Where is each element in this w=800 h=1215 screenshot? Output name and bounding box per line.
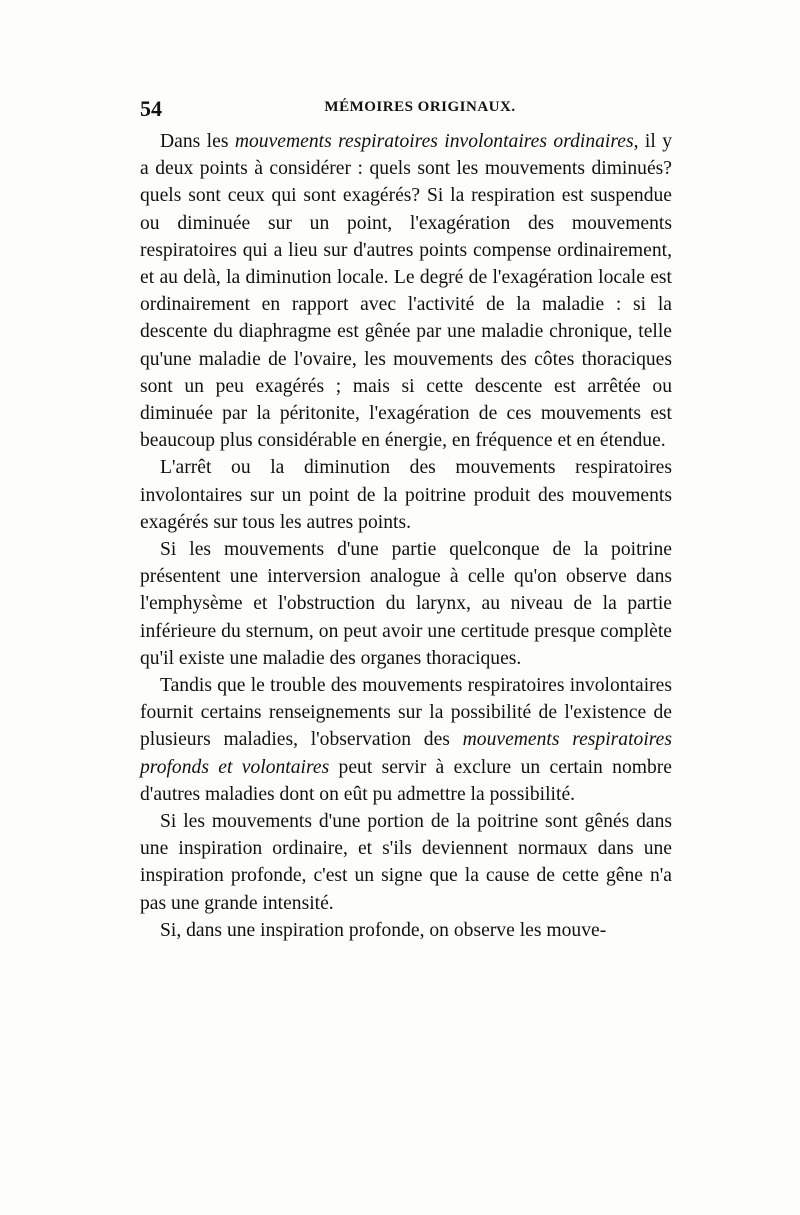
- paragraph-text: , il y a deux points à considérer : quels sont les mouvements diminués? quels sont ceux qui sont exagérés? Si la respiration est suspendue ou diminuée sur un point, l'exagération des mouvements respiratoires qui a lieu sur d'autres points compense ordinairement, et au delà, la diminution locale. Le degré de l'exagération locale est ordinairement en rapport avec l'activité de la maladie : si la descente du diaphragme est gênée par une maladie chronique, telle qu'une maladie de l'ovaire, les mouvements des côtes thoraciques sont un peu exagérés ; mais si cette descente est arrêtée ou diminuée par la péritonite, l'exagération de ces mouvements est beaucoup plus considérable en énergie, en fréquence et en étendue.: [140, 131, 672, 452]
- running-title: MÉMOIRES ORIGINAUX.: [324, 99, 516, 115]
- paragraph-text: Si les mouvements d'une partie quelconque de la poitrine présentent une interversion analogue à celle qu'on observe dans l'emphysème et l'obstruction du larynx, au niveau de la partie inférieure du sternum, on peut avoir une certitude presque complète qu'il existe une maladie des organes thoraciques.: [140, 539, 672, 669]
- italic-phrase: mouvements respiratoires profonds et volontaires: [140, 729, 672, 778]
- page-number: 54: [140, 96, 162, 121]
- paragraph-1: [140, 128, 672, 454]
- paragraph-text: Tandis que le trouble des mouvements respiratoires involontaires fournit certains renseignements sur la possibilité de l'existence de plusieurs maladies, l'observation des: [140, 675, 672, 751]
- italic-phrase: mouvements respiratoires involontaires ordinaires: [234, 131, 634, 152]
- page-header: [140, 96, 670, 120]
- paragraph-text: L'arrêt ou la diminution des mouvements respiratoires involontaires sur un point de la poitrine produit des mouvements exagérés sur tous les autres points.: [140, 457, 672, 533]
- paragraph-3: [140, 536, 672, 672]
- paragraph-5: [140, 808, 672, 917]
- paragraph-text: Si les mouvements d'une portion de la poitrine sont gênés dans une inspiration ordinaire, et s'ils deviennent normaux dans une inspiration profonde, c'est un signe que la cause de cette gêne n'a pas une grande intensité.: [140, 811, 672, 914]
- paragraph-4: [140, 672, 672, 808]
- paragraph-text: Si, dans une inspiration profonde, on observe les mouve-: [160, 919, 607, 941]
- paragraph-text: peut servir à exclure un certain nombre d'autres maladies dont on eût pu admettre la possibilité.: [140, 756, 672, 805]
- paragraph-2: [140, 454, 672, 536]
- paragraph-text: Dans les: [160, 131, 235, 152]
- body-text: [140, 128, 672, 944]
- paragraph-6: [140, 917, 672, 944]
